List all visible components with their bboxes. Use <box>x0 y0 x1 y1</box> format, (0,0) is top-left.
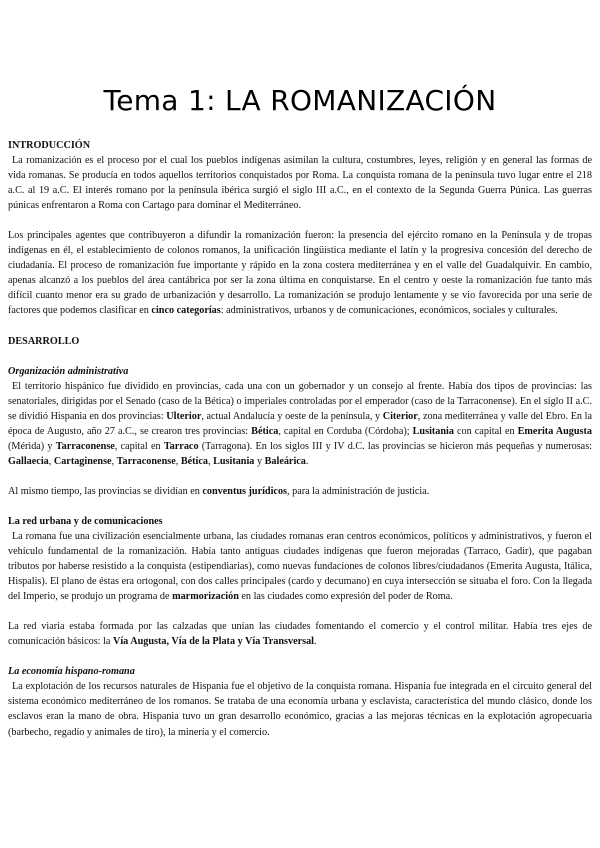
administration-paragraph-2: Al mismo tiempo, las provincias se dividían en conventus jurídicos, para la administración de justicia. <box>8 485 430 497</box>
document-body <box>8 138 592 740</box>
intro-paragraph-1: La romanización es el proceso por el cual los pueblos indígenas asimilan la cultura, costumbres, leyes, religión y en general las formas de vida romanas. Se producía en todos aquellos territorios conquistados por Roma. La conquista romana de la península tuvo lugar entre el 218 a.C. al 19 a.C. El interés romano por la península ibérica surgió el siglo III a.C., en el contexto de la Segunda Guerra Púnica. Las guerras púnicas enfrentaron a Roma con Cartago para dominar el Mediterráneo. <box>8 155 592 212</box>
urban-network-paragraph-1: La romana fue una civilización esencialmente urbana, las ciudades romanas eran centros económicos, políticos y administrativos, y fueron el vehículo fundamental de la romanización. Había tanto antiguas ciudades indígenas que fueron mejoradas (Tarraco, Gadir), que pagaban tributos por haberse resistido a la conquista (estipendiarias), como nuevas fundaciones de colonos libres/ciudadanos (Emerita Augusta, Itálica, Hispalis). El plano de éstas era ortogonal, con dos calles principales (cardo y decumano) en cuya intersección se situaba el foro. Con la llegada del Imperio, se produjo un programa de marmorización en las ciudades como expresión del poder de Roma. <box>8 530 592 603</box>
intro-heading: INTRODUCCIÓN <box>8 140 91 151</box>
administration-paragraph-1: El territorio hispánico fue dividido en provincias, cada una con un gobernador y un consejo al frente. Había dos tipos de provincias: las senatoriales, dirigidas por el Senado (caso de la Bética) o imperiales controladas por el emperador (caso de la Tarraconense). En el siglo II a.C. se dividió Hispania en dos provincias: Ulterior, actual Andalucía y oeste de la península, y Citerior, zona mediterránea y valle del Ebro. En la época de Augusto, año 27 a.C., se crearon tres provincias: Bética, capital en Corduba (Córdoba); Lusitania con capital en Emerita Augusta (Mérida) y Tarraconense, capital en Tarraco (Tarragona). En los siglos III y IV d.C. las provincias se hicieron más pequeñas y numerosas: Gallaecia, Cartaginense, Tarraconense, Bética, Lusitania y Baleárica. <box>8 380 592 467</box>
urban-network-paragraph-2: La red viaria estaba formada por las calzadas que unían las ciudades fomentando el comercio y el control militar. Había tres ejes de comunicación básicos: la Vía Augusta, Vía de la Plata y Vía Transversal. <box>8 621 592 648</box>
development-heading: DESARROLLO <box>8 335 80 347</box>
administration-heading: Organización administrativa <box>8 365 129 377</box>
urban-network-heading: La red urbana y de comunicaciones <box>8 515 163 527</box>
economy-paragraph-1: La explotación de los recursos naturales de Hispania fue el objetivo de la conquista romana. Hispania fue integrada en el circuito general del sistema económico mediterráneo de los romanos. Se trataba de una economía urbana y esclavista, característica del mundo clásico, donde los esclavos eran la mano de obra. Hispania tuvo un gran desarrollo económico, gracias a las mejoras técnicas en la explotación agropecuaria (barbecho, regadío y animales de tiro), la minería y el comercio. <box>8 681 592 738</box>
economy-heading: La economía hispano-romana <box>8 666 135 678</box>
page-title: Tema 1: LA ROMANIZACIÓN <box>103 84 497 117</box>
intro-paragraph-2: Los principales agentes que contribuyeron a difundir la romanización fueron: la presencia del ejército romano en la Península y de tropas indígenas en él, el establecimiento de colonos romanos, la unificación lingüística mediante el latín y la progresiva concesión del derecho de ciudadanía. El proceso de romanización fue importante y rápido en la zona costera mediterránea y en el valle del Guadalquivir. En cambio, apenas alcanzó a los pueblos del área cantábrica por ser la zona última en conquistarse. En el centro y oeste la romanización fue tanto más difícil cuanto menor era su grado de urbanización y desarrollo. La romanización se produjo lentamente y se vio favorecida por una serie de factores que podemos clasificar en cinco categorías: administrativos, urbanos y de comunicaciones, económicos, sociales y culturales. <box>8 230 592 317</box>
